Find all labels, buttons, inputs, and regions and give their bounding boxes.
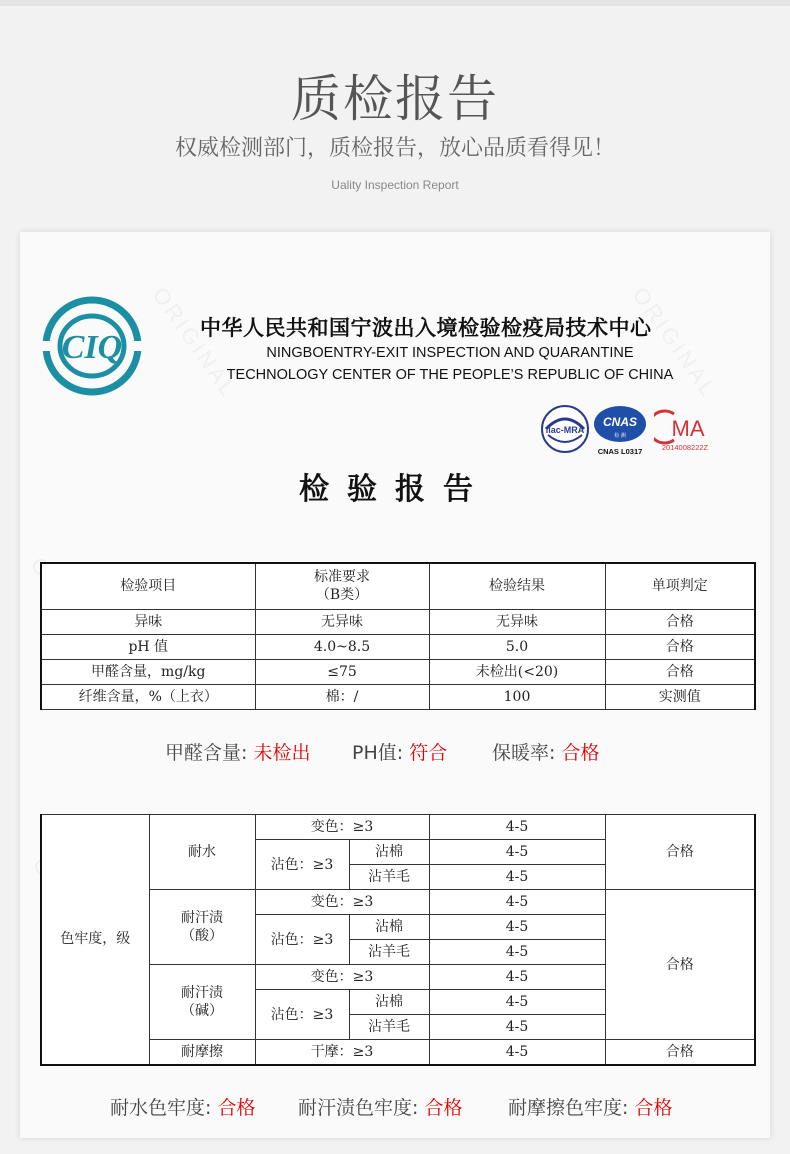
table-cell: 未检出(<20) [429,659,605,684]
summary-label: 耐汗渍色牢度: [298,1097,425,1119]
sub-criteria-cell: 沾羊毛 [349,1015,429,1040]
category-cell: 色牢度，级 [41,815,149,1065]
value-cell: 4-5 [429,990,605,1015]
verdict-cell: 合格 [605,815,755,890]
summary-value: 合格 [217,1097,256,1119]
table-row [41,815,755,840]
ciq-logo [38,296,146,396]
table-row [41,890,755,915]
cma-mark-text: MA [671,416,705,441]
table-cell: 4.0~8.5 [255,634,429,659]
table-cell: 异味 [41,609,255,634]
value-cell: 4-5 [429,965,605,990]
top-stripe [0,0,790,6]
org-name-cn: 中华人民共和国宁波出入境检验检疫局技术中心 [200,315,652,340]
sub-criteria-cell: 沾羊毛 [349,940,429,965]
summary-line-1 [492,738,599,765]
summary-value: 合格 [424,1097,463,1119]
table-header-cell: 检验结果 [429,563,605,609]
table-row [41,609,755,634]
cma-code-text: 2014008222Z [661,443,709,452]
sub-criteria-cell: 沾棉 [349,915,429,940]
table-cell: 100 [429,684,605,709]
sub-criteria-cell: 沾棉 [349,840,429,865]
group-name-cell: 耐汗渍 （酸） [149,890,255,965]
table-cell: 棉：/ [255,684,429,709]
table-row [41,684,755,709]
ciq-logo-text: CIQ [61,329,123,366]
table-cell: 实测值 [605,684,755,709]
summary-line-2 [298,1093,462,1120]
color-fastness-table [40,814,756,1066]
table-cell: 无异味 [429,609,605,634]
summary-label: 耐水色牢度: [110,1097,218,1119]
value-cell: 4-5 [429,865,605,890]
cnas-mark [592,404,648,458]
page-subtitle-english: Uality Inspection Report [331,178,459,192]
summary-label: 耐摩擦色牢度: [508,1097,635,1119]
criteria-cell: 沾色：≥3 [255,840,349,890]
page-subtitle: 权威检测部门，质检报告，放心品质看得见！ [174,136,615,161]
table-cell: 无异味 [255,609,429,634]
ilac-mark-text: ilac-MRA [545,425,585,435]
inspection-table [40,562,756,710]
table-cell: 5.0 [429,634,605,659]
table-header-cell: 检验项目 [41,563,255,609]
org-name-en-line2: TECHNOLOGY CENTER OF THE PEOPLE’S REPUBLIC OF CHINA [226,367,674,383]
cma-mark [654,408,716,454]
criteria-cell: 干摩：≥3 [255,1040,429,1065]
table-row [41,1040,755,1065]
value-cell: 4-5 [429,890,605,915]
value-cell: 4-5 [429,915,605,940]
table-cell: 纤维含量，%（上衣） [41,684,255,709]
summary-line-2 [508,1093,672,1120]
sub-criteria-cell: 沾棉 [349,990,429,1015]
table-header-cell: 单项判定 [605,563,755,609]
criteria-cell: 变色：≥3 [255,890,429,915]
table-row [41,659,755,684]
table-cell: 合格 [605,609,755,634]
summary-line-2 [110,1093,255,1120]
table-cell: 合格 [605,634,755,659]
table-cell: ≤75 [255,659,429,684]
criteria-cell: 变色：≥3 [255,815,429,840]
summary-value: 未检出 [253,742,311,764]
value-cell: 4-5 [429,840,605,865]
sub-criteria-cell: 沾羊毛 [349,865,429,890]
table-header-cell: 标准要求 （B类） [255,563,429,609]
table-cell: 合格 [605,659,755,684]
summary-label: PH值: [352,742,410,764]
table-cell: 甲醛含量，mg/kg [41,659,255,684]
summary-value: 合格 [561,742,600,764]
group-name-cell: 耐汗渍 （碱） [149,965,255,1040]
summary-line-1 [165,738,310,765]
verdict-cell: 合格 [605,1040,755,1065]
group-name-cell: 耐摩擦 [149,1040,255,1065]
org-name-en-line1: NINGBOENTRY-EXIT INSPECTION AND QUARANTINE [266,345,634,361]
value-cell: 4-5 [429,1040,605,1065]
page-title: 质检报告 [291,70,499,128]
cnas-code-text: CNAS L0317 [597,447,643,456]
criteria-cell: 沾色：≥3 [255,915,349,965]
ilac-mra-mark [540,404,590,454]
summary-label: 保暖率: [492,742,562,764]
summary-label: 甲醛含量: [165,742,254,764]
table-cell: pH 值 [41,634,255,659]
criteria-cell: 变色：≥3 [255,965,429,990]
table-header-row [41,563,755,609]
value-cell: 4-5 [429,1015,605,1040]
verdict-cell: 合格 [605,890,755,1040]
value-cell: 4-5 [429,815,605,840]
group-name-cell: 耐水 [149,815,255,890]
summary-value: 合格 [634,1097,673,1119]
criteria-cell: 沾色：≥3 [255,990,349,1040]
value-cell: 4-5 [429,940,605,965]
report-title: 检验报告 [299,472,491,507]
summary-line-1 [352,738,447,765]
summary-value: 符合 [409,742,448,764]
cnas-mark-text: CNAS [602,415,638,429]
table-row [41,634,755,659]
cnas-sub-text: 检 测 [614,433,626,439]
